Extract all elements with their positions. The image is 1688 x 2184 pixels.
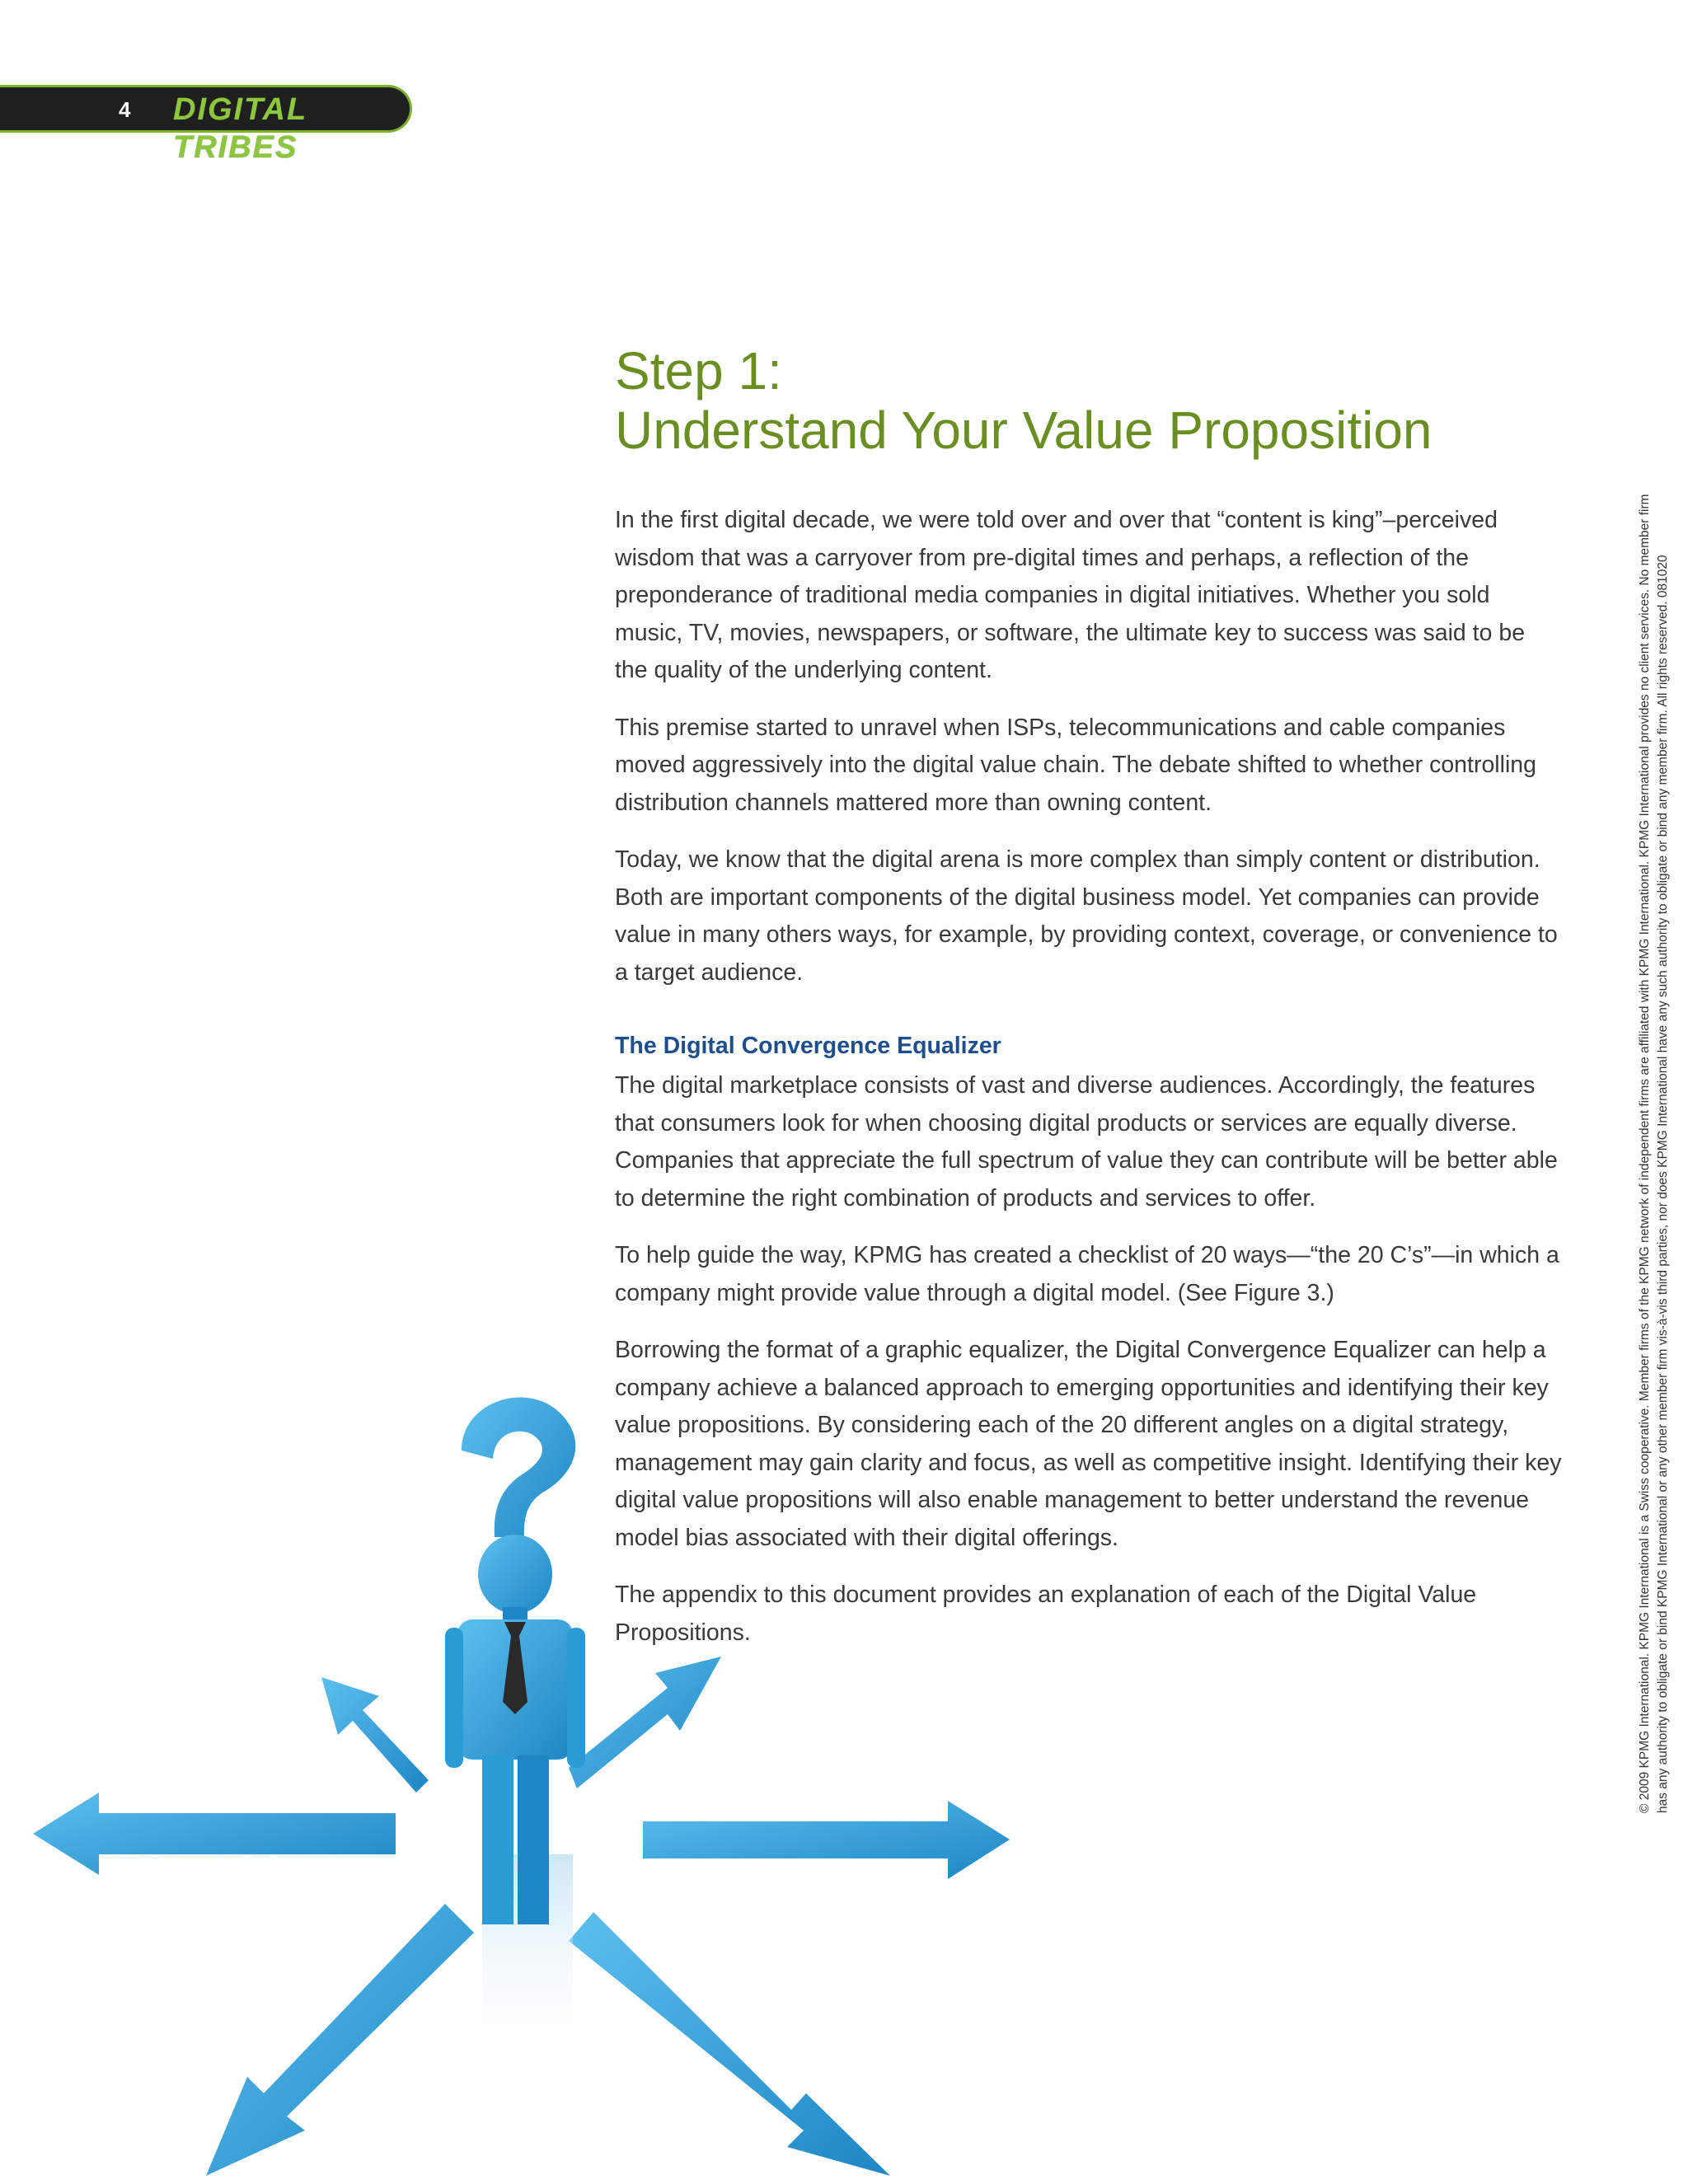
paragraph: This premise started to unravel when ISPs, telecommunications and cable companies moved aggressively into the digital value chain. The debate shifted to whether controlling distribution channels mattered more than owning content. — [615, 714, 1536, 816]
paragraph: To help guide the way, KPMG has created a checklist of 20 ways—“the 20 C’s”—in which a company might provide value through a digital model. (See Figure 3.) — [615, 1242, 1559, 1306]
paragraph: Borrowing the format of a graphic equalizer, the Digital Convergence Equalizer can help a company achieve a balanced approach to emerging opportunities and identifying their key value propositions. By considering each of the 20 different angles on a digital strategy, management may gain clarity and focus, as well as competitive insight. Identifying their key digital value propositions will also enable management to better understand the revenue model bias associated with their digital offerings. — [615, 1337, 1562, 1551]
arrow-down-left-icon — [206, 1904, 474, 2176]
header-tab — [0, 85, 412, 165]
copyright-line-1: © 2009 KPMG International. KPMG International is a Swiss cooperative. Member firms of the KPMG network of independent firms are affiliated with KPMG International. KPMG International provides no client services. No member firm — [1638, 494, 1652, 1813]
paragraph: The appendix to this document provides an explanation of each of the Digital Value Propositions. — [615, 1582, 1477, 1646]
copyright-line-2: has any authority to obligate or bind KPMG International or any other member firm vis-à-vis third parties, nor does KPMG International have any such authority to obligate or bind any member firm. All rights reserved. 081020 — [1656, 555, 1670, 1813]
arrow-up-left-icon — [321, 1677, 429, 1793]
page-title — [615, 341, 1571, 460]
paragraph: Today, we know that the digital arena is more complex than simply content or distribution. Both are important components of the digital business model. Yet companies can provide value in many others ways, for example, by providing context, coverage, or convenience to a target audience. — [615, 846, 1558, 986]
paragraph: In the first digital decade, we were told over and over that “content is king”–perceived wisdom that was a carryover from pre-digital times and perhaps, a reflection of the preponderance of traditional media companies in digital initiatives. Whether you sold music, TV, movies, newspapers, or software, the ultimate key to success was said to be the quality of the underlying content. — [615, 507, 1526, 683]
paragraph: The digital marketplace consists of vast and diverse audiences. Accordingly, the features that consumers look for when choosing digital products or services are equally diverse. Companies that appreciate the full spectrum of value they can contribute will be better able to determine the right combination of products and services to offer. — [615, 1072, 1558, 1212]
page-title-line-1: Step 1: — [615, 341, 782, 401]
page-number: 4 — [119, 97, 131, 122]
arrow-up-right-icon — [569, 1657, 721, 1788]
businessman-arrows-illustration — [0, 1385, 1039, 2184]
arrow-right-icon — [643, 1801, 1010, 1879]
page-title-line-2: Understand Your Value Proposition — [615, 401, 1432, 460]
section-heading: The Digital Convergence Equalizer — [615, 1033, 1001, 1059]
brand-logo: DIGITAL TRIBES — [173, 92, 307, 165]
arrow-down-right-icon — [569, 1912, 890, 2176]
arrow-left-icon — [33, 1793, 396, 1875]
